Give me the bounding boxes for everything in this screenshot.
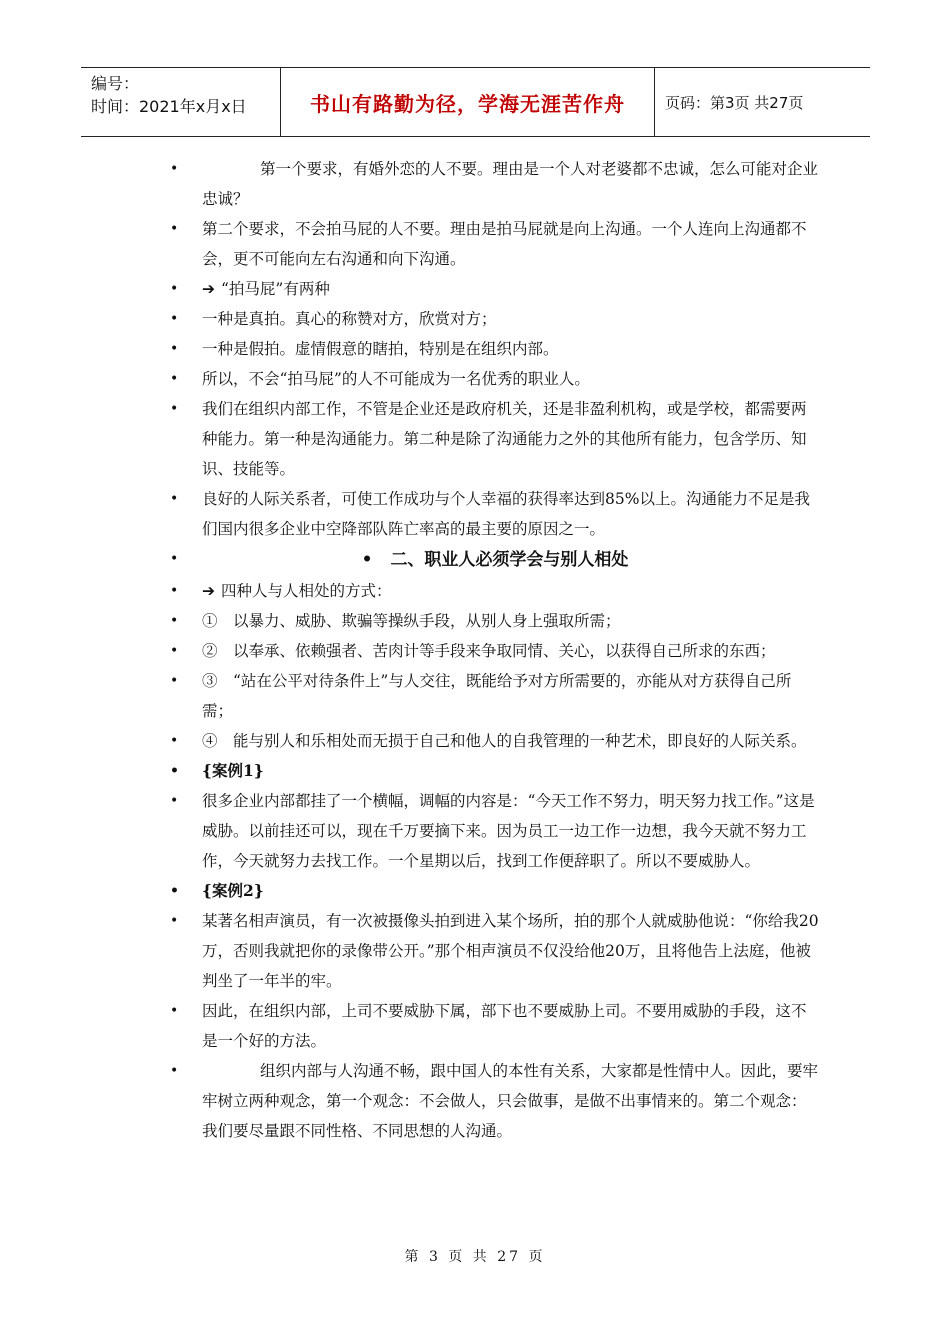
bullet-icon: •: [170, 1003, 179, 1019]
header-meta: [81, 68, 281, 136]
bullet-icon: •: [170, 311, 179, 327]
item-text: 第二个要求，不会拍马屁的人不要。理由是拍马屁就是向上沟通。一个人连向上沟通都不会，更不可能向左右沟通和向下沟通。: [202, 220, 807, 268]
list-item: [170, 1056, 820, 1146]
bullet-icon: •: [170, 643, 179, 659]
bullet-icon: •: [361, 550, 373, 570]
item-text: ③ “站在公平对待条件上”与人交往，既能给予对方所需要的，亦能从对方获得自己所需；: [202, 672, 792, 720]
list-item: [170, 876, 820, 906]
list-item: [170, 756, 820, 786]
header-page-info: 页码：第3页 共27页: [665, 93, 804, 112]
case-label: {案例1}: [202, 761, 264, 780]
list-item: [170, 606, 820, 636]
bullet-icon: •: [170, 673, 179, 689]
case-label: {案例2}: [202, 881, 264, 900]
bullet-icon: •: [170, 491, 179, 507]
bullet-icon: •: [170, 613, 179, 629]
bullet-icon: •: [170, 583, 179, 599]
list-item: [170, 576, 820, 606]
bullet-icon: •: [170, 733, 179, 749]
list-item: [170, 636, 820, 666]
list-item: [170, 786, 820, 876]
bullet-icon: •: [170, 341, 179, 357]
bullet-icon: •: [170, 793, 179, 809]
page-footer: 第 3 页 共 27 页: [404, 1249, 546, 1265]
list-item: [170, 304, 820, 334]
bullet-icon: •: [170, 551, 179, 567]
bullet-icon: •: [170, 401, 179, 417]
list-item: [170, 484, 820, 544]
bullet-icon: •: [170, 371, 179, 387]
item-text: 所以，不会“拍马屁”的人不可能成为一名优秀的职业人。: [202, 370, 590, 388]
list-item: [170, 154, 820, 214]
list-item: [170, 214, 820, 274]
list-item: [170, 996, 820, 1056]
list-item: [170, 364, 820, 394]
item-text: ④ 能与别人和乐相处而无损于自己和他人的自我管理的一种艺术，即良好的人际关系。: [202, 732, 807, 750]
bullet-icon: •: [170, 161, 179, 177]
item-text: 良好的人际关系者，可使工作成功与个人幸福的获得率达到85%以上。沟通能力不足是我们国内很多企业中空降部队阵亡率高的最主要的原因之一。: [202, 490, 810, 538]
bullet-icon: •: [170, 763, 179, 779]
list-item: [170, 666, 820, 726]
item-text: 某著名相声演员，有一次被摄像头拍到进入某个场所，拍的那个人就威胁他说：“你给我20万，否则我就把你的录像带公开。”那个相声演员不仅没给他20万，且将他告上法庭，他被判坐了一年半的牢。: [202, 912, 819, 990]
code-label: 编号：: [91, 74, 140, 93]
item-text: ② 以奉承、依赖强者、苦肉计等手段来争取同情、关心，以获得自己所求的东西；: [202, 642, 776, 660]
item-text: 一种是假拍。虚情假意的瞎拍，特别是在组织内部。: [202, 340, 559, 358]
item-text: 因此，在组织内部，上司不要威胁下属，部下也不要威胁上司。不要用威胁的手段，这不是一个好的方法。: [202, 1002, 807, 1050]
document-body: [170, 154, 820, 1146]
arrow-right-icon: ➔: [202, 582, 215, 600]
list-item: [170, 906, 820, 996]
bullet-icon: •: [170, 221, 179, 237]
section-heading: [170, 544, 820, 576]
list-item: [170, 274, 820, 304]
item-text: 组织内部与人沟通不畅，跟中国人的本性有关系，大家都是性情中人。因此，要牢牢树立两种观念，第一个观念：不会做人，只会做事，是做不出事情来的。第二个观念：我们要尽量跟不同性格、不同思想的人沟通。: [202, 1062, 819, 1140]
item-text: 四种人与人相处的方式：: [221, 582, 392, 600]
header-motto: 书山有路勤为径，学海无涯苦作舟: [281, 68, 655, 136]
list-item: [170, 726, 820, 756]
item-text: ① 以暴力、威胁、欺骗等操纵手段，从别人身上强取所需；: [202, 612, 621, 630]
item-text: 很多企业内部都挂了一个横幅，调幅的内容是：“今天工作不努力，明天努力找工作。”这是威胁。以前挂还可以，现在千万要摘下来。因为员工一边工作一边想，我今天就不努力工作，今天就努力去找工作。一个星期以后，找到工作便辞职了。所以不要威胁人。: [202, 792, 815, 870]
bullet-icon: •: [170, 883, 179, 899]
list-item: [170, 334, 820, 364]
heading-text: 二、职业人必须学会与别人相处: [390, 550, 629, 570]
page-header: [81, 67, 870, 137]
time-label: 时间：2021年x月x日: [91, 97, 247, 116]
bullet-icon: •: [170, 913, 179, 929]
item-text: “拍马屁”有两种: [221, 280, 330, 298]
item-text: 一种是真拍。真心的称赞对方，欣赏对方；: [202, 310, 497, 328]
item-text: 第一个要求，有婚外恋的人不要。理由是一个人对老婆都不忠诚，怎么可能对企业忠诚？: [202, 160, 819, 208]
bullet-icon: •: [170, 1063, 179, 1079]
arrow-right-icon: ➔: [202, 280, 215, 298]
bullet-icon: •: [170, 281, 179, 297]
item-text: 我们在组织内部工作，不管是企业还是政府机关，还是非盈利机构，或是学校，都需要两种能力。第一种是沟通能力。第二种是除了沟通能力之外的其他所有能力，包含学历、知识、技能等。: [202, 400, 807, 478]
list-item: [170, 394, 820, 484]
